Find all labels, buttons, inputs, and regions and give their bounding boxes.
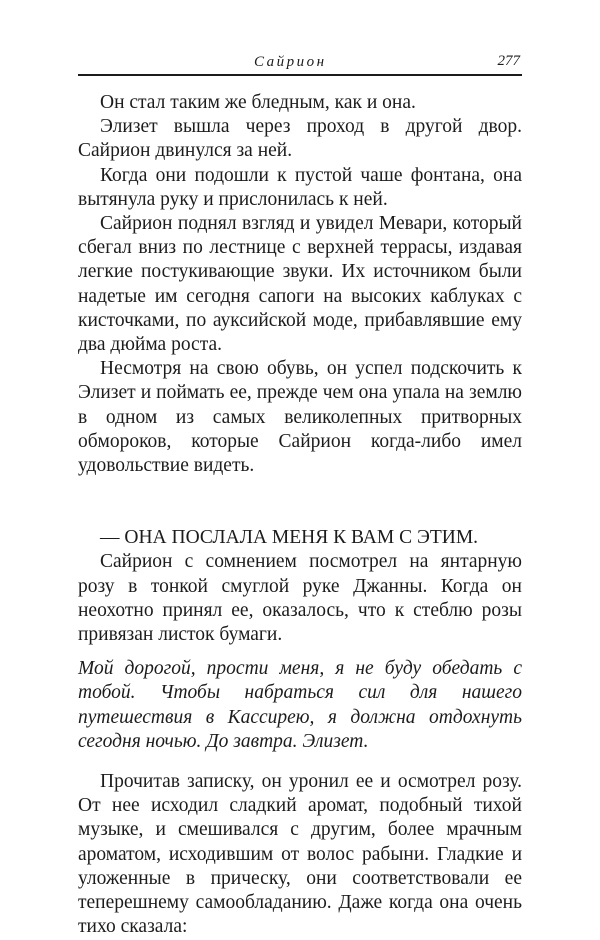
note-block: [78, 657, 522, 754]
note-text: Мой дорогой, прости меня, я не буду обедать с тобой. Чтобы набраться сил для нашего путешествия в Кассирею, я должна отдохнуть сегодня ночью. До завтра. Элизет.: [78, 658, 522, 752]
scene-opening-line: — ОНА ПОСЛАЛА МЕНЯ К ВАМ С ЭТИМ.: [100, 527, 479, 549]
page-number: 277: [497, 53, 520, 69]
running-title: Сайрион: [254, 54, 327, 70]
paragraph: Несмотря на свою обувь, он успел подскочить к Элизет и поймать ее, прежде чем она упала на землю в одном из самых великолепных притворных обмороков, которые Сайрион когда-либо имел удовольствие видеть.: [78, 358, 522, 477]
paragraph: Сайрион поднял взгляд и увидел Мевари, который сбегал вниз по лестнице с верхней террасы, издавая легкие постукивающие звуки. Их источником были надетые им сегодня сапоги на высоких каблуках с кисточками, по ауксийской моде, прибавлявшие ему два дюйма роста.: [78, 213, 522, 356]
paragraph: Прочитав записку, он уронил ее и осмотрел розу. От нее исходил сладкий аромат, подобный тихой музыке, и смешивался с другим, более мрачным ароматом, исходившим от волос рабыни. Гладкие и уложенные в прическу, они соответствовали ее теперешнему самообладанию. Даже когда она очень тихо сказала:: [78, 771, 522, 938]
running-header: [78, 52, 522, 76]
paragraph: Сайрион с сомнением посмотрел на янтарную розу в тонкой смуглой руке Джанны. Когда он неохотно принял ее, оказалось, что к стеблю розы привязан листок бумаги.: [78, 551, 522, 646]
page-body: [78, 91, 522, 940]
paragraph: Элизет вышла через проход в другой двор. Сайрион двинулся за ней.: [78, 116, 522, 162]
book-page: [78, 0, 522, 938]
paragraph: Когда они подошли к пустой чаше фонтана, она вытянула руку и прислонилась к ней.: [78, 164, 522, 210]
paragraph: Он стал таким же бледным, как и она.: [100, 92, 416, 113]
